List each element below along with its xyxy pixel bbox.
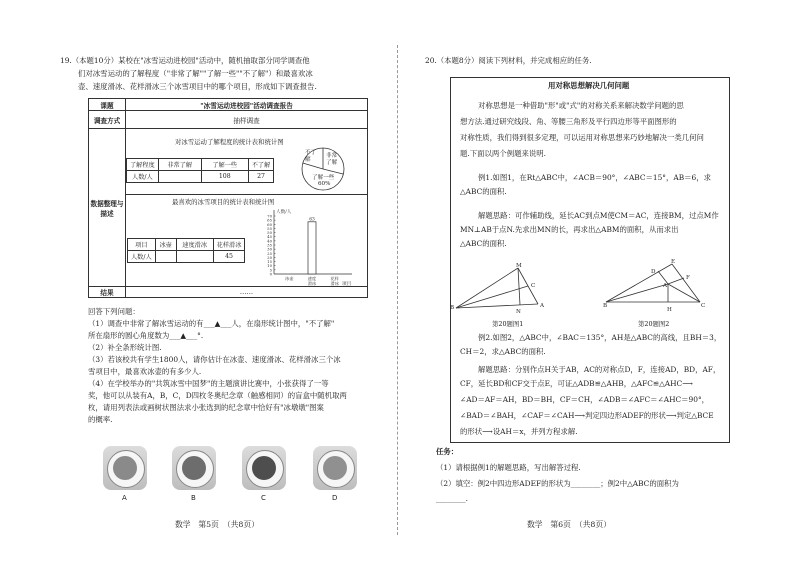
stat2-table [127, 238, 245, 263]
result-value: …… [126, 287, 368, 298]
q20-task-2: ________. [436, 494, 468, 503]
q20-para-3: 题.下面以两个例题来说明. [460, 149, 546, 158]
medal-a-emblem [113, 456, 137, 480]
fig1-point-a: A [540, 303, 545, 309]
fig2-point-f: F [686, 275, 690, 281]
q20-para-4: 例1.如图1，在Rt△ABC中，∠ACB＝90°，∠ABC＝15°，AB＝6，求 [478, 173, 712, 182]
q20-para2-1: CH＝2，求△ABC的面积. [460, 347, 546, 356]
q19-line-0: 19.（本题10分）某校在"冰雪运动进校园"活动中，随机抽取部分同学调查他 [60, 56, 310, 65]
bar-chart-y-tick-6: 40 [267, 238, 272, 244]
q20-para2-2: 解题思路：分别作点H关于AB，AC的对称点D，F，连接AD，BD，AF， [478, 365, 721, 374]
medal-a-image [103, 446, 147, 490]
fig1-segment-bm [456, 268, 518, 308]
bar-chart-y-tick-3: 55 [267, 225, 272, 231]
q20-para-0: 对称思想是一种借助"形"或"式"的对称关系来解决数学问题的思 [478, 101, 684, 110]
bar-chart-y-tick-5: 45 [267, 234, 272, 240]
q20-task-0: （1）请根据例1的解题思路，写出解答过程. [436, 463, 581, 472]
page-6-footer: 数学 第6页 （共8页） [527, 520, 611, 529]
medal-b-image [172, 446, 216, 490]
q20-header: 20.（本题8分）阅读下列材料，并完成相应的任务. [425, 56, 592, 65]
stat2-value-0 [155, 251, 176, 263]
stat2-header-3: 花样滑冰 [213, 239, 245, 251]
fig1-point-b: B [450, 305, 455, 311]
fig2-point-b: B [603, 303, 608, 309]
q20-para2-0: 例2.如图2，△ABC中，∠BAC＝135°，AH是△ABC的高线，且BH＝3， [478, 333, 722, 342]
figure-1-diagram [448, 258, 568, 318]
page-5-footer: 数学 第5页 （共8页） [175, 520, 259, 529]
bar-chart-y-tick-12: 10 [267, 263, 272, 269]
stat1-value-1: 108 [201, 171, 248, 183]
fig2-point-d: D [651, 269, 656, 275]
q19-question-4: （3）若该校共有学生1800人，请你估计在冰壶、速度滑冰、花样滑冰三个冰 [88, 355, 341, 364]
q19-question-1: （1）调查中非常了解冰雪运动的有___▲___人，在扇形统计图中，"不了解" [88, 319, 335, 328]
stat2-value-2: 45 [213, 251, 245, 263]
method-label: 调查方式 [89, 111, 126, 129]
pie-label-c: 了解一些 [312, 175, 335, 181]
q19-question-8: 枚，请用列表法或画树状图法求小张选到的纪念章中恰好有"冰墩墩"图案 [88, 403, 324, 412]
q20-para-8: △ABC的面积. [460, 239, 507, 248]
q20-para2-3: CF，延长BD和CF交于点E，可证△ADB≌△AHB，△AFC≌△AHC⟶ [460, 379, 693, 388]
q19-question-3: （2）补全条形统计图. [88, 343, 162, 352]
stat1-header-3: 不了解 [248, 159, 274, 171]
stat1-value-0 [158, 171, 201, 183]
fig1-caption: 第20题图1 [492, 320, 524, 328]
q20-task-1: （2）填空：例2中四边形ADEF的形状为________；例2中△ABC的面积为 [436, 479, 679, 488]
stat1-row-label: 人数/人 [127, 171, 159, 183]
medal-d-emblem [323, 456, 347, 480]
bar-chart-y-tick-14: 0 [269, 271, 272, 277]
bar-chart-y-tick-7: 35 [267, 242, 272, 248]
fig2-point-e: E [671, 259, 676, 265]
topic-label: 课题 [89, 99, 126, 111]
q20-tasks-title: 任务： [436, 447, 459, 456]
stat1-header-0: 了解程度 [127, 159, 159, 171]
q20-para-2: 对称性质，我们得到很多定理，可以运用对称思想来巧妙地解决一类几何问 [460, 133, 704, 142]
medal-label-c: C [261, 494, 266, 502]
stat2-value-1 [176, 251, 213, 263]
q20-para2-6: 的形状⟶设AH＝x，并列方程求解. [460, 427, 578, 436]
stat1-header-1: 非常了解 [158, 159, 201, 171]
bar-chart-category-2: 花样滑冰 [330, 276, 339, 286]
medal-d-image [313, 446, 357, 490]
q20-para-1: 想方法.通过研究线段、角、等腰三角形及平行四边形等平面图形的 [460, 117, 677, 126]
fig2-segment-af [668, 278, 684, 284]
bar-chart-y-label: 人数/人 [276, 210, 292, 215]
stat2-title: 最喜欢的冰雪项目的统计表和统计图 [172, 198, 275, 206]
fig1-point-c: C [531, 283, 536, 289]
q20-box-title: 用对称思想解决几何问题 [548, 81, 630, 90]
bar-chart-y-tick-4: 50 [267, 230, 272, 236]
q19-question-5: 雪项目中，最喜欢冰壶的有多少人. [88, 367, 202, 376]
medal-label-a: A [122, 494, 127, 502]
q19-line-1: 们对冰雪运动的了解程度（"非常了解""了解一些""不了解"）和最喜欢冰 [78, 69, 313, 78]
q20-para2-4: ∠AD＝AF＝AH，BD＝BH，CF＝CH，∠ADB＝∠AFC＝∠AHC＝90°， [460, 395, 710, 404]
stat1-table [126, 158, 274, 183]
medal-c-emblem [252, 456, 276, 480]
bar-chart-y-tick-1: 65 [267, 217, 272, 223]
fig2-segment-ba [606, 284, 668, 302]
fig2-point-c: C [701, 303, 706, 309]
medal-label-d: D [332, 494, 338, 502]
fig1-point-n: N [516, 309, 521, 315]
q20-para-6: 解题思路：可作辅助线，延长AC到点M使CM＝AC，连接BM，过点M作 [478, 211, 719, 220]
fig1-segment-mn [518, 268, 520, 305]
data-label: 数据整理与描述 [89, 129, 126, 287]
topic-value: "冰雪运动进校园"活动调查报告 [126, 99, 368, 111]
bar-chart-category-1: 速度滑冰 [307, 276, 317, 286]
fig2-point-h: H [667, 307, 672, 313]
bar-chart-y-tick-11: 15 [267, 259, 272, 265]
bar-chart-y-tick-10: 20 [267, 254, 272, 260]
stat1-value-2: 27 [248, 171, 274, 183]
fig1-point-m: M [516, 263, 522, 269]
medal-label-b: B [191, 494, 196, 502]
stat2-header-0: 项目 [128, 239, 156, 251]
fig2-segment-ca [668, 284, 700, 302]
bar-chart-y-tick-13: 5 [269, 267, 272, 273]
q19-line-2: 壶、速度滑冰、花样滑冰三个冰雪项目中的哪个项目，形成如下调查报告. [78, 82, 317, 91]
stat2-divider [125, 194, 367, 195]
medal-c-image [242, 446, 286, 490]
stat2-header-1: 冰壶 [155, 239, 176, 251]
pie-label-b: 非常了解 [326, 153, 338, 166]
q20-para-5: △ABC的面积. [460, 187, 507, 196]
favorite-sport-bar-chart [258, 206, 364, 290]
q19-question-2: 所在扇形的圆心角度数为___▲___°. [88, 331, 204, 340]
q19-question-0: 回答下列问题： [88, 307, 140, 316]
bar-chart-y-tick-8: 30 [267, 246, 272, 252]
bar-value-label-1: 63 [309, 217, 315, 223]
stat2-row-label: 人数/人 [128, 251, 156, 263]
bar-1 [308, 222, 316, 274]
bar-chart-y-tick-2: 60 [267, 221, 272, 227]
result-label: 结果 [89, 287, 126, 298]
q19-question-7: 奖，他可以从装有A，B，C，D四枚冬奥纪念章（触感相同）的盲盒中随机取两 [88, 391, 347, 400]
bar-chart-category-0: 冰壶 [285, 276, 294, 281]
q20-para-7: MN⊥AB于点N.先求出MN的长，再求出△ABM的面积，从而求出 [460, 225, 679, 234]
q20-para2-5: ∠BAD＝∠BAH，∠CAF＝∠CAH⟶判定四边形ADEF的形状⟶判定△BCE [460, 411, 714, 420]
medal-b-emblem [182, 456, 206, 480]
fig2-caption: 第20题图2 [638, 320, 670, 328]
fig2-point-a: A [663, 283, 668, 289]
pie-label-a: 不了解 [305, 150, 317, 163]
stat2-header-2: 速度滑冰 [176, 239, 213, 251]
bar-chart-y-tick-0: 70 [267, 213, 272, 219]
stat1-header-2: 了解一些 [201, 159, 248, 171]
stat1-title: 对冰雪运动了解程度的统计表和统计图 [175, 138, 284, 146]
method-value: 抽样调查 [126, 111, 368, 129]
bar-chart-x-label: 项目 [342, 282, 352, 287]
q19-question-9: 的概率. [88, 415, 113, 424]
q19-question-6: （4）在学校举办的"共筑冰雪中国梦"的主题演讲比赛中，小张获得了一等 [88, 379, 329, 388]
pie-label-c-pct: 60% [318, 181, 331, 187]
bar-chart-y-tick-9: 25 [267, 250, 272, 256]
